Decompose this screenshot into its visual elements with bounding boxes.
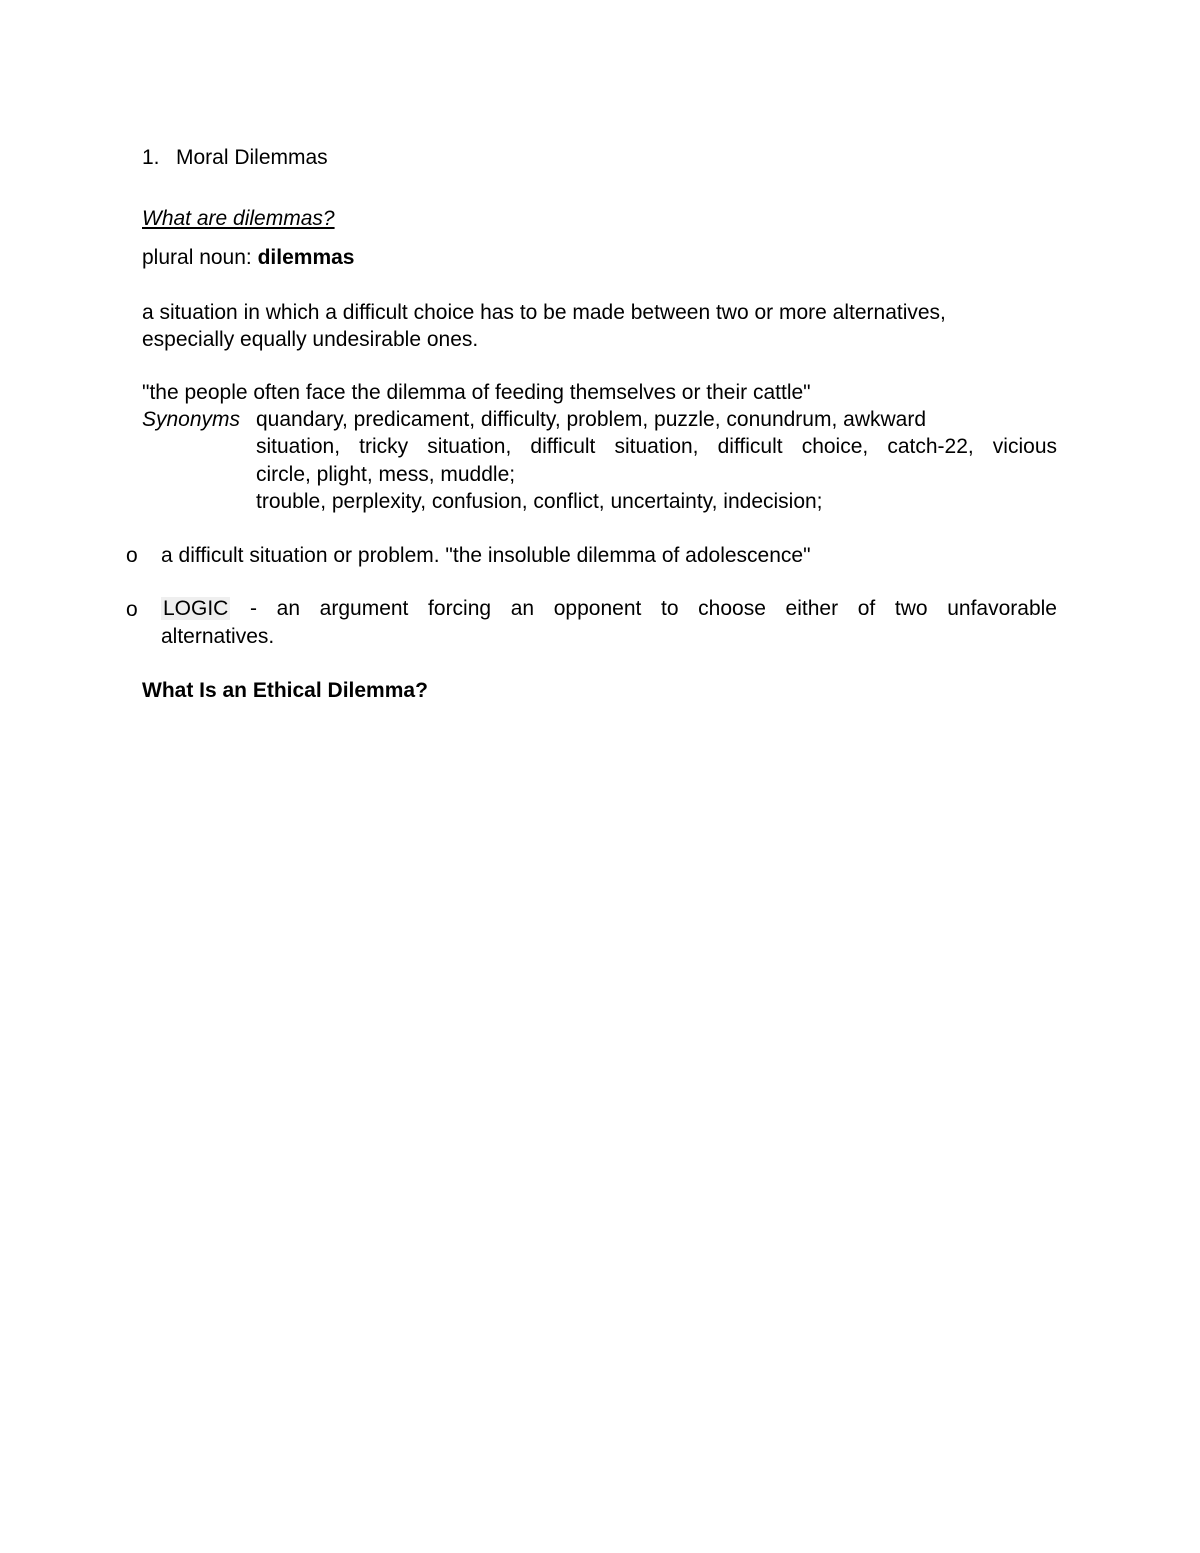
definition-line-2: especially equally undesirable ones. bbox=[142, 328, 479, 351]
synonyms-line-1: quandary, predicament, difficulty, problem, puzzle, conundrum, awkward bbox=[256, 408, 927, 431]
synonyms-line-4: trouble, perplexity, confusion, conflict, uncertainty, indecision; bbox=[256, 490, 823, 513]
synonyms-label: Synonyms bbox=[142, 408, 241, 431]
ethical-dilemma-heading: What Is an Ethical Dilemma? bbox=[142, 679, 428, 702]
synonyms-line-2: situation, tricky situation, difficult situation, difficult choice, catch-22, vicious bbox=[256, 435, 1057, 458]
part-of-speech bbox=[142, 247, 354, 268]
definition-line-1: a situation in which a difficult choice has to be made between two or more alternatives, bbox=[142, 301, 946, 324]
bullet-text: - an argument forcing an opponent to choose either of two unfavorable bbox=[250, 597, 1057, 620]
example-quote: "the people often face the dilemma of feeding themselves or their cattle" bbox=[142, 381, 811, 404]
synonyms-line-3: circle, plight, mess, muddle; bbox=[256, 463, 516, 486]
section-heading: Moral Dilemmas bbox=[176, 146, 328, 169]
question-heading: What are dilemmas? bbox=[142, 207, 335, 230]
bullet-marker: o bbox=[126, 544, 138, 567]
logic-tag: LOGIC bbox=[163, 597, 229, 620]
bullet-text-continued: alternatives. bbox=[161, 625, 275, 648]
bullet-marker: o bbox=[126, 598, 138, 621]
pos-label: plural noun: bbox=[142, 246, 252, 269]
pos-word: dilemmas bbox=[257, 246, 355, 269]
list-number: 1. bbox=[142, 146, 160, 169]
bullet-line-1 bbox=[161, 598, 1057, 619]
bullet-text: a difficult situation or problem. "the insoluble dilemma of adolescence" bbox=[161, 544, 811, 567]
